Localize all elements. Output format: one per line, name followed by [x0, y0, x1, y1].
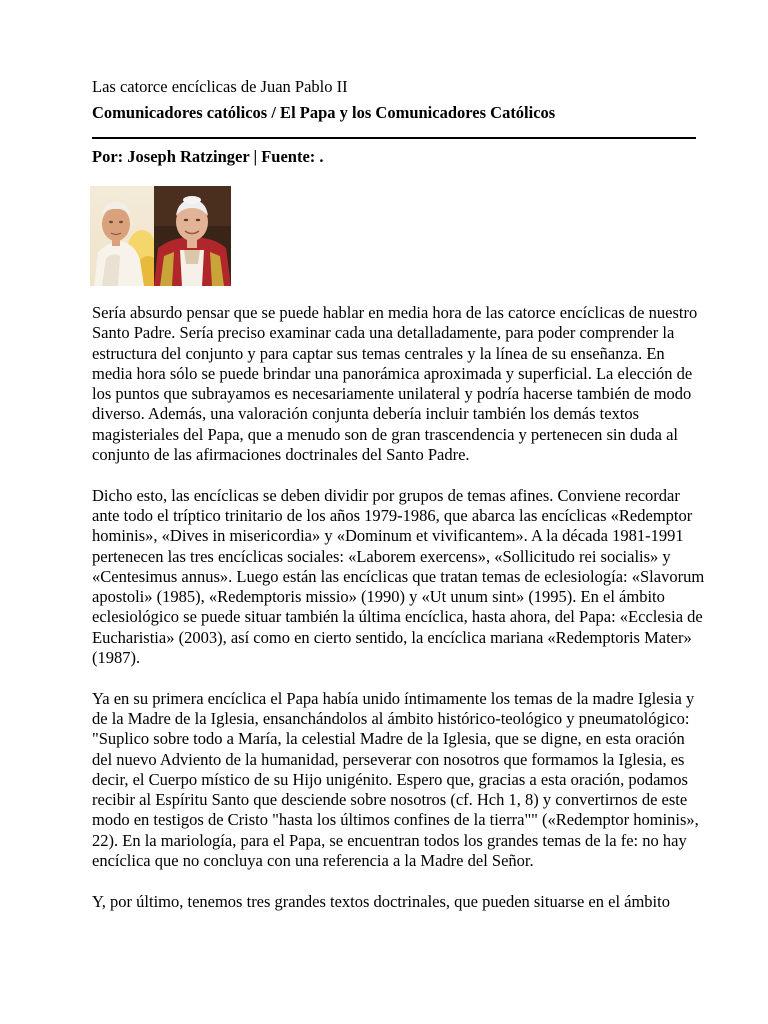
article-paragraph: Y, por último, tenemos tres grandes textos doctrinales, que pueden situarse en el ámbito [92, 891, 670, 911]
pope-photo-left [90, 186, 154, 286]
document-title: Las catorce encíclicas de Juan Pablo II [92, 77, 348, 96]
pope-photo-right [154, 186, 231, 286]
article-paragraph: Sería absurdo pensar que se puede hablar en media hora de las catorce encíclicas de nuestro Santo Padre. Sería preciso examinar cada una detalladamente, para poder comprender la estructura del conjunto y para captar sus temas centrales y la línea de su enseñanza. En media hora sólo se puede brindar una panorámica aproximada y superficial. La elección de los puntos que subrayamos es necesariamente unilateral y podría hacerse también de modo diverso. Además, una valoración conjunta debería incluir también los demás textos magisteriales del Papa, que a menudo son de gran trascendencia y pertenecen sin duda al conjunto de las afirmaciones doctrinales del Santo Padre. [92, 303, 698, 465]
document-byline: Por: Joseph Ratzinger | Fuente: . [92, 147, 324, 166]
article-paragraph: Dicho esto, las encíclicas se deben dividir por grupos de temas afines. Conviene recordar ante todo el tríptico trinitario de los años 1979-1986, que abarca las encíclicas «Redemptor hominis», «Dives in misericordia» y «Dominum et vivificantem». A la década 1981-1991 pertenecen las tres encíclicas sociales: «Laborem exercens», «Sollicitudo rei socialis» y «Centesimus annus». Luego están las encíclicas que tratan temas de eclesiología: «Slavorum apostoli» (1985), «Redemptoris missio» (1990) y «Ut unum sint» (1995). En el ámbito eclesiológico se puede situar también la última encíclica, hasta ahora, del Papa: «Ecclesia de Eucharistia» (2003), así como en cierto sentido, la encíclica mariana «Redemptoris Mater» (1987). [92, 485, 705, 668]
article-paragraph: Ya en su primera encíclica el Papa había unido íntimamente los temas de la madre Iglesia y de la Madre de la Iglesia, ensanchándolos al ámbito histórico-teológico y pneumatológico: "Suplico sobre todo a María, la celestial Madre de la Iglesia, que se digne, en esta oración del nuevo Adviento de la humanidad, perseverar con nosotros que formamos la Iglesia, es decir, el Cuerpo místico de su Hijo unigénito. Espero que, gracias a esta oración, podamos recibir al Espíritu Santo que desciende sobre nosotros (cf. Hch 1, 8) y convertirnos de este modo en testigos de Cristo "hasta los últimos confines de la tierra"" («Redemptor hominis», 22). En la mariología, para el Papa, se encuentran todos los grandes temas de la fe: no hay encíclica que no concluya con una referencia a la Madre del Señor. [92, 688, 699, 871]
document-subtitle: Comunicadores católicos / El Papa y los Comunicadores Católicos [92, 103, 556, 122]
title-divider [92, 137, 696, 139]
article-body [92, 303, 708, 932]
